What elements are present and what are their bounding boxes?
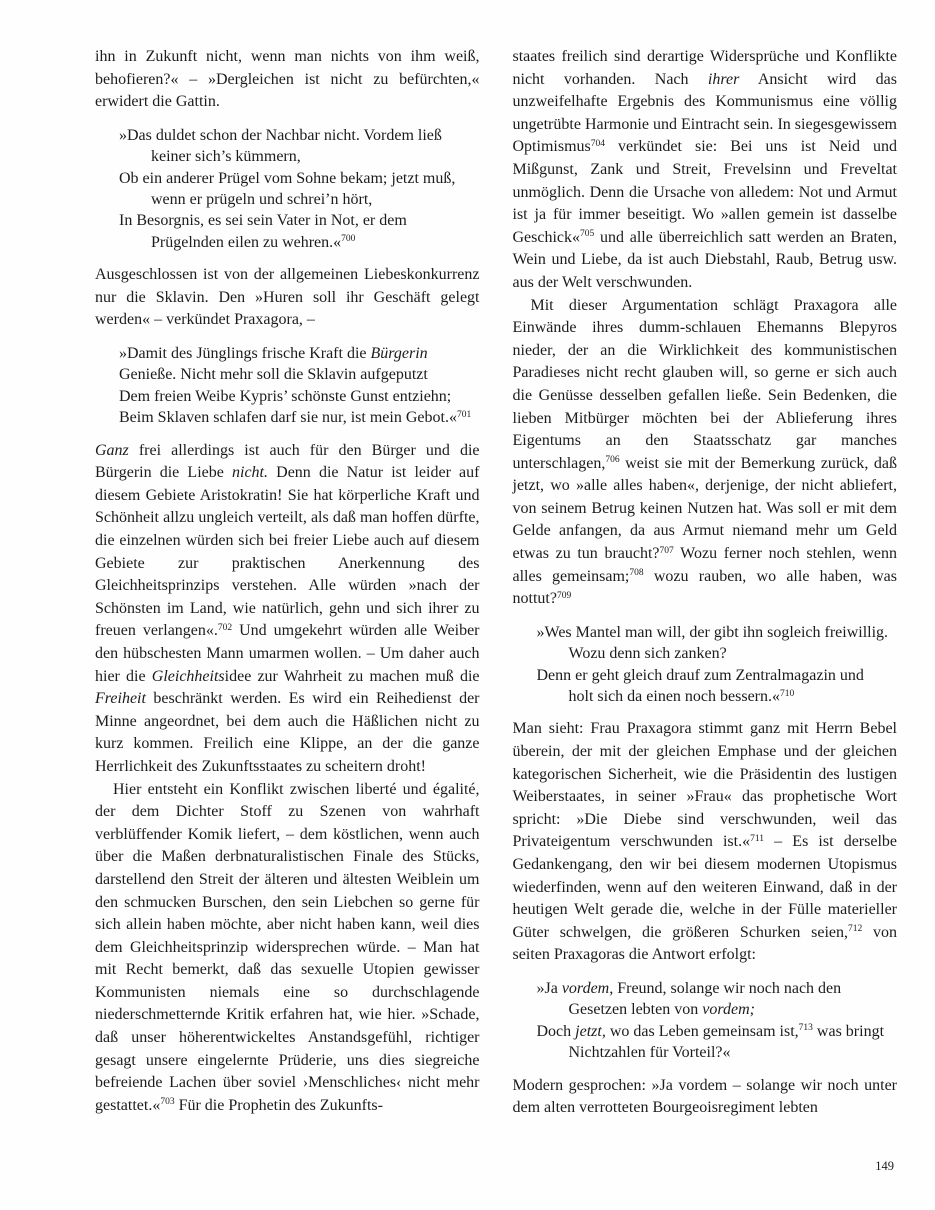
footnote-ref: 705 [580, 229, 595, 240]
footnote-ref: 712 [848, 924, 863, 935]
verse-line: keiner sich’s kümmern, [151, 148, 301, 166]
footnote-ref: 713 [798, 1023, 813, 1034]
verse-line: Gesetzen lebten von vordem; [568, 1001, 755, 1019]
verse-line: Doch jetzt, wo das Leben gemeinsam ist,$^{713}$ was bringt [536, 1022, 885, 1040]
verse-line: In Besorgnis, es sei sein Vater in Not, er dem [119, 212, 407, 230]
paragraph: Modern gesprochen: »Ja vordem – solange wir noch unter dem alten verrotteten Bourgeoisregiment lebten [512, 1076, 897, 1117]
verse-line: Denn er geht gleich drauf zum Zentralmagazin und [536, 666, 864, 684]
footnote-ref: 708 [629, 568, 644, 579]
verse-line: wenn er prügeln und schrei’n hört, [151, 191, 373, 208]
text-column-left [95, 46, 480, 1120]
footnote-ref: 701 [456, 409, 472, 420]
paragraph: Ausgeschlossen ist von der allgemeinen Liebeskonkurrenz nur die Sklavin. Den »Huren soll ihr Geschäft gelegt werden« – verkündet Praxagora, – [95, 266, 480, 329]
verse-line: Prügelnden eilen zu wehren.«$^{700}$ [151, 233, 356, 251]
verse-line: Genieße. Nicht mehr soll die Sklavin aufgeputzt [119, 366, 428, 384]
verse-line: »Das duldet schon der Nachbar nicht. Vordem ließ [119, 126, 442, 144]
footnote-ref: 709 [556, 590, 572, 601]
verse-line: »Ja vordem, Freund, solange wir noch nach den [536, 980, 842, 997]
verse-line: Wozu denn sich zanken? [568, 645, 727, 663]
paragraph: Mit dieser Argumentation schlägt Praxagora alle Einwände ihres dumm-schlauen Ehemanns Blepyros nieder, der an die Wirklichkeit des kommunistischen Paradieses nicht recht glauben will, so gerne er sich auch die Genüsse desselben gefallen ließe. Sein Bedenken, die lieben Mitbürger möchten bei der Ablieferung ihres Eigentums an den Staatsschatz gar manches unterschlagen,$^{706}$ weist sie mit der Bemerkung zurück, daß jetzt, wo »alle alles haben«, derjenige, der nicht abliefert, von seinem Betrug keinen Nutzen hat. Was soll er mit dem Gelde anfangen, da aus Armut niemand mehr um Geld etwas zu tun braucht?$^{707}$ Wozu ferner noch stehlen, wenn alles gemeinsam;$^{708}$ wozu rauben, wo alle haben, was nottut?$^{709}$ [512, 296, 897, 608]
footnote-ref: 707 [659, 545, 674, 556]
page-number: 149 [875, 1159, 894, 1173]
verse-line: holt sich da einen noch bessern.«$^{710}$ [568, 688, 795, 706]
footnote-ref: 700 [341, 234, 356, 245]
paragraph: Man sieht: Frau Praxagora stimmt ganz mit Herrn Bebel überein, der mit der gleichen Emphase und der gleichen kategorischen Sicherheit, wie die Präsidentin des lustigen Weiberstaates, in seiner »Frau« das prophetische Wort spricht: »Die Diebe sind verschwunden, weil das Privateigentum verschwunden ist.«$^{711}$ – Es ist derselbe Gedankengang, den wir bei diesem modernen Utopismus wiederfinden, wenn auf den weiteren Einwand, daß in der heutigen Welt gerade die, welche in der Fülle materieller Güter schwelgen, die größeren Schurken seien,$^{712}$ von seiten Praxagoras die Antwort erfolgt: [512, 720, 898, 964]
verse-line: Beim Sklaven schlafen darf sie nur, ist mein Gebot.«$^{701}$ [119, 409, 472, 427]
footnote-ref: 711 [750, 833, 764, 844]
verse-block [513, 622, 898, 708]
footnote-ref: 702 [217, 622, 233, 633]
footnote-ref: 710 [780, 688, 795, 699]
verse-block [95, 343, 480, 429]
footnote-ref: 703 [160, 1097, 175, 1108]
paragraph: ihn in Zukunft nicht, wenn man nichts von ihm weiß, behofieren?« – »Dergleichen ist nicht zu befürchten,« erwidert die Gattin. [95, 48, 480, 111]
paragraph: Hier entsteht ein Konflikt zwischen liberté und égalité, der dem Dichter Stoff zu Szenen von wahrhaft verblüffender Komik liefert, – dem köstlichen, wenn auch über die Maßen derbnaturalistischen Finale des Stücks, darstellend den Streit der älteren und ältesten Weiblein um den schmucken Burschen, den sein Liebchen so gerne für sich allein haben möchte, aber nicht haben kann, weil dies dem Gleichheitsprinzip widersprechen würde. – Man hat mit Recht bemerkt, daß das sexuelle Utopien gewisser Kommunisten niemals eine so durchschlagende niederschmetternde Kritik erfahren hat, wie hier. »Schade, daß unser höherentwickeltes Anstandsgefühl, richtiger gesagt unsere eingelernte Prüderie, uns dies siegreiche befreiende Lachen über soviel ›Menschliches‹ nicht mehr gestattet.«$^{703}$ Für die Prophetin des Zukunfts- [95, 780, 480, 1114]
verse-block [513, 978, 898, 1064]
paragraph: Ganz frei allerdings ist auch für den Bürger und die Bürgerin die Liebe nicht. Denn die Natur ist leider auf diesem Gebiete Aristokratin! Sie hat körperliche Kraft und Schönheit allzu ungleich verteilt, als daß man hoffen dürfte, die einzelnen würden sich bei freier Liebe auch auf diesem Gebiete zur praktischen Anerkennung des Gleichheitsprinzips verstehen. Alle würden »nach der Schönsten im Land, wie natürlich, gehn und sich ihrer zu freuen verlangen«.$^{702}$ Und umgekehrt würden alle Weiber den hübschesten Mann umarmen wollen. – Um daher auch hier die Gleichheitsidee zur Wahrheit zu machen muß die Freiheit beschränkt werden. Es wird ein Reihedienst der Minne angeordnet, bei dem auch die Häßlichen nicht zu kurz kommen. Freilich eine Klippe, an der die ganze Herrlichkeit des Zukunftsstaates zu scheitern droht! [95, 441, 480, 775]
verse-line: Ob ein anderer Prügel vom Sohne bekam; jetzt muß, [119, 169, 456, 187]
verse-block [95, 125, 480, 253]
page-content [95, 46, 897, 1120]
footnote-ref: 704 [590, 138, 605, 149]
paragraph: staates freilich sind derartige Widersprüche und Konflikte nicht vorhanden. Nach ihrer Ansicht wird das unzweifelhafte Ergebnis des Kommunismus eine völlig ungetrübte Harmonie und Eintracht sein. In siegesgewissem Optimismus$^{704}$ verkündet sie: Bei uns ist Neid und Mißgunst, Zank und Streit, Frevelsinn und Freveltat unmöglich. Denn die Ursache von alledem: Not und Armut ist ja für immer beseitigt. Wo »allen gemein ist dasselbe Geschick«$^{705}$ und alle überreichlich satt werden an Braten, Wein und Liebe, da ist auch Diebstahl, Raub, Betrug usw. aus der Welt verschwunden. [512, 48, 898, 291]
verse-line: »Wes Mantel man will, der gibt ihn sogleich freiwillig. [536, 623, 889, 641]
footnote-ref: 706 [605, 455, 620, 466]
verse-line: Nichtzahlen für Vorteil?« [568, 1044, 731, 1062]
verse-line: Dem freien Weibe Kypris’ schönste Gunst entziehn; [119, 387, 452, 405]
verse-line: »Damit des Jünglings frische Kraft die Bürgerin [119, 345, 428, 362]
text-column-right [513, 46, 898, 1120]
